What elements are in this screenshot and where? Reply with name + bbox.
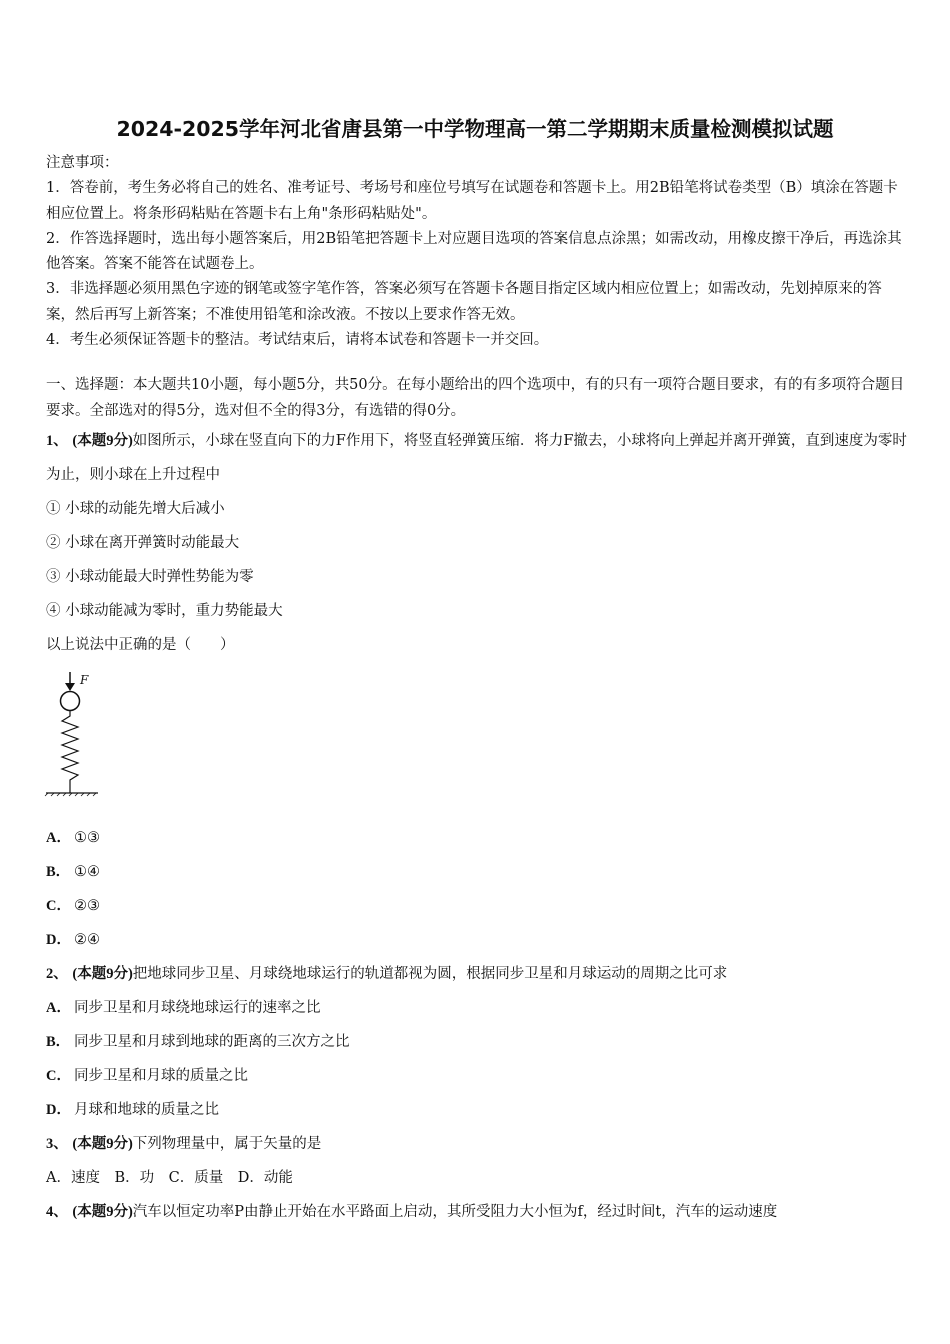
question-1-prompt: 以上说法中正确的是（ ） (46, 637, 235, 653)
option-text: 同步卫星和月球绕地球运行的速率之比 (74, 1000, 321, 1016)
question-1-text: 如图所示，小球在竖直向下的力F作用下，将竖直轻弹簧压缩．将力F撤去，小球将向上弹起并离开弹簧，直到速度为零时为止，则小球在上升过程中 (46, 433, 907, 483)
statement-4: ④ 小球动能减为零时，重力势能最大 (46, 603, 283, 619)
force-arrow-head (65, 683, 75, 691)
force-label: F (80, 673, 89, 687)
option-text: 同步卫星和月球的质量之比 (74, 1068, 248, 1084)
question-number: 3、 (46, 1136, 68, 1152)
spring-ball-figure (44, 668, 104, 798)
question-2-stem (46, 962, 727, 983)
option-label: B． (46, 864, 71, 880)
note-item: 3．非选择题必须用黑色字迹的钢笔或签字笔作答，答案必须写在答题卡各题目指定区域内相应位置上；如需改动，先划掉原来的答案，然后再写上新答案；不准使用铅笔和涂改液。不按以上要求作答无效。 (46, 281, 882, 323)
question-2-text: 把地球同步卫星、月球绕地球运行的轨道都视为圆，根据同步卫星和月球运动的周期之比可求 (132, 966, 728, 982)
statement-3: ③ 小球动能最大时弹性势能为零 (46, 569, 254, 585)
statement-2: ② 小球在离开弹簧时动能最大 (46, 535, 240, 551)
note-item: 4．考生必须保证答题卡的整洁。考试结束后，请将本试卷和答题卡一并交回。 (46, 332, 549, 349)
question-points: (本题9分) (72, 433, 133, 449)
q2-option-a[interactable] (46, 996, 321, 1017)
note-item: 2．作答选择题时，选出每小题答案后，用2B铅笔把答题卡上对应题目选项的答案信息点涂黑；如需改动，用橡皮擦干净后，再选涂其他答案。答案不能答在试题卷上。 (46, 230, 902, 273)
option-label: D． (46, 932, 71, 948)
option-label: C． (46, 898, 71, 914)
question-3-text: 下列物理量中，属于矢量的是 (132, 1136, 322, 1152)
q2-option-c[interactable] (46, 1064, 248, 1085)
q2-option-b[interactable] (46, 1030, 350, 1051)
option-text: 同步卫星和月球到地球的距离的三次方之比 (74, 1034, 350, 1050)
question-3-stem (46, 1132, 321, 1153)
question-number: 4、 (46, 1204, 68, 1220)
option-label: D． (46, 1102, 71, 1118)
option-text: ①④ (74, 864, 100, 880)
q1-option-b[interactable] (46, 860, 100, 881)
option-label: A． (46, 830, 71, 846)
question-number: 2、 (46, 966, 68, 982)
option-text: ②③ (74, 898, 100, 914)
section-intro-text: 一、选择题：本大题共10小题，每小题5分，共50分。在每小题给出的四个选项中，有的只有一项符合题目要求，有的有多项符合题目要求。全部选对的得5分，选对但不全的得3分，有选错的得0分。 (46, 377, 905, 419)
statement-1: ① 小球的动能先增大后减小 (46, 501, 225, 517)
q1-option-d[interactable] (46, 928, 100, 949)
option-label: C． (46, 1068, 71, 1084)
question-points: (本题9分) (72, 1204, 133, 1220)
question-4-stem (46, 1200, 777, 1221)
question-points: (本题9分) (72, 1136, 133, 1152)
note-item: 1．答卷前，考生务必将自己的姓名、准考证号、考场号和座位号填写在试题卷和答题卡上。用2B铅笔将试卷类型（B）填涂在答题卡相应位置上。将条形码粘贴在答题卡右上角"条形码粘贴处"。 (46, 180, 898, 222)
option-label: A． (46, 1000, 71, 1016)
question-1-stem (46, 424, 908, 492)
page-title: 2024-2025学年河北省唐县第一中学物理高一第二学期期末质量检测模拟试题 (116, 117, 834, 141)
option-text: ①③ (74, 830, 100, 846)
q1-option-c[interactable] (46, 894, 100, 915)
notes-heading: 注意事项： (46, 155, 119, 171)
option-text: 月球和地球的质量之比 (74, 1102, 219, 1118)
spring (62, 711, 78, 793)
option-text: ②④ (74, 932, 100, 948)
option-label: B． (46, 1034, 71, 1050)
q2-option-d[interactable] (46, 1098, 219, 1119)
question-number: 1、 (46, 433, 68, 449)
ball (61, 692, 80, 711)
q3-options[interactable]: A．速度 B．功 C．质量 D．动能 (46, 1170, 293, 1186)
notes-block (46, 151, 908, 353)
question-4-text: 汽车以恒定功率P由静止开始在水平路面上启动，其所受阻力大小恒为f，经过时间t，汽车的运动速度 (132, 1204, 778, 1220)
q1-option-a[interactable] (46, 826, 100, 847)
section-intro (46, 372, 908, 424)
question-points: (本题9分) (72, 966, 133, 982)
